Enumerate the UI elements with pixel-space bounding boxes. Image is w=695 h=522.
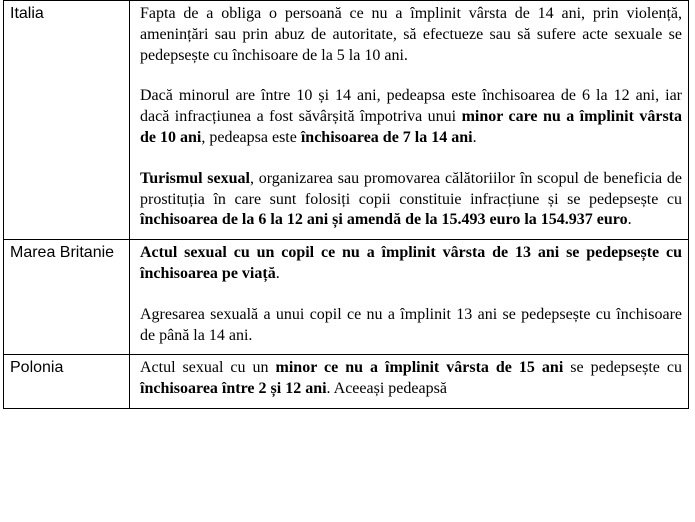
text-segment: Dacă minorul are între 10 și 14 ani, pedeapsa este închisoarea de 6 la 12 ani, iar dacă infracțiunea a fost săvârșită împotriva unui xyxy=(140,87,682,126)
legal-comparison-table xyxy=(3,0,689,409)
table-row xyxy=(4,355,689,409)
law-text-cell xyxy=(130,1,689,240)
text-segment: Fapta de a obliga o persoană ce nu a împlinit vârsta de 14 ani, prin violență, amenințări sau prin abuz de autoritate, să efectueze sau să sufere acte sexuale se pedepsește cu închisoare de la 5 la 10 ani. xyxy=(140,5,682,64)
text-segment: . xyxy=(627,211,632,229)
country-cell: Marea Britanie xyxy=(4,240,130,355)
country-cell: Italia xyxy=(4,1,130,240)
text-segment: . xyxy=(275,264,280,282)
bold-text-segment: Turismul sexual xyxy=(140,169,250,187)
bold-text-segment: Actul sexual cu un copil ce nu a împlinit vârsta de 13 ani se pedepsește cu închisoarea pe viață xyxy=(140,244,682,282)
text-segment: Actul sexual cu un xyxy=(140,359,276,377)
bold-text-segment: închisoarea între 2 și 12 ani xyxy=(140,380,327,398)
law-text-cell xyxy=(130,240,689,355)
text-segment: , pedeapsa este xyxy=(201,128,301,146)
text-segment: . Aceeași pedeapsă xyxy=(326,380,447,398)
text-segment: se pedepsește cu xyxy=(563,359,683,377)
text-segment: , organizarea sau promovarea călătoriilor în scopul de beneficia de prostituția în care sunt folosiți copii constituie infracțiune și se pedepsește cu xyxy=(140,169,682,208)
text-segment: . xyxy=(472,128,477,146)
table-row xyxy=(4,240,689,355)
table-row xyxy=(4,1,689,240)
bold-text-segment: închisoarea de la 6 la 12 ani și amendă de la 15.493 euro la 154.937 euro xyxy=(140,211,628,229)
law-text-cell xyxy=(130,355,689,409)
law-paragraph xyxy=(140,305,682,347)
bold-text-segment: minor care nu a împlinit vârsta de 10 ani xyxy=(140,108,683,146)
law-paragraph xyxy=(140,243,682,285)
law-paragraph xyxy=(140,358,682,400)
bold-text-segment: minor ce nu a împlinit vârsta de 15 ani xyxy=(275,359,564,377)
bold-text-segment: închisoarea de 7 la 14 ani xyxy=(300,128,473,146)
law-paragraph xyxy=(140,169,682,231)
text-segment: Agresarea sexuală a unui copil ce nu a împlinit 13 ani se pedepsește cu închisoare de până la 14 ani. xyxy=(140,305,682,344)
country-cell: Polonia xyxy=(4,355,130,409)
law-paragraph xyxy=(140,86,682,148)
law-paragraph xyxy=(140,4,682,66)
